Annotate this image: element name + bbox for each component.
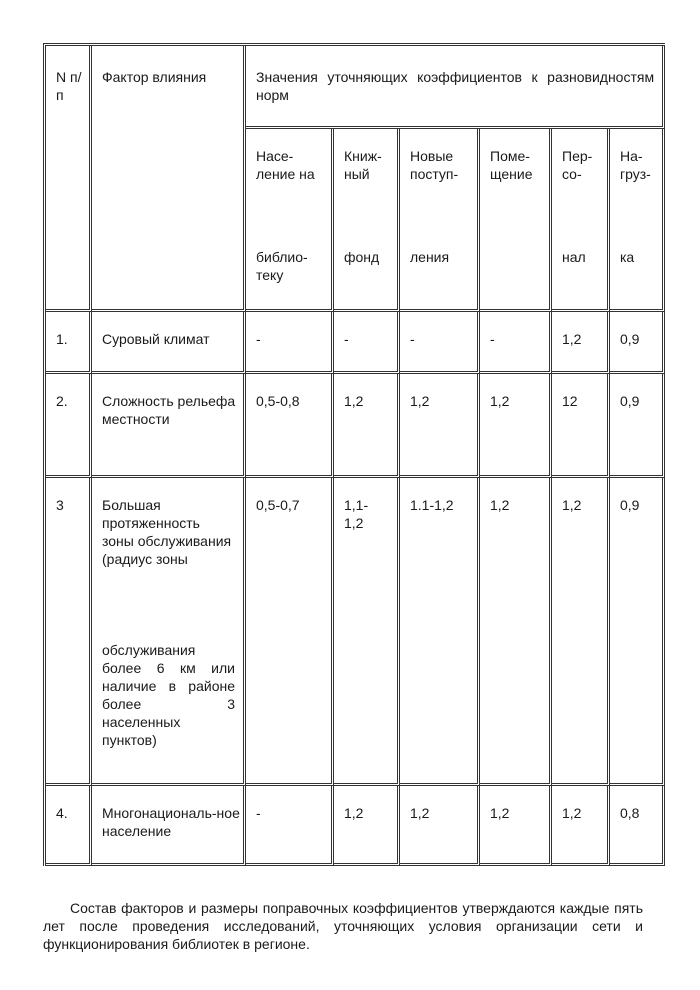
col-header-load-cont: ка [610, 226, 665, 312]
col-header-premises: Поме-щение [480, 129, 552, 226]
col-header-premises-cont [480, 226, 552, 312]
col-header-personnel-cont: нал [552, 226, 610, 312]
row-value: 0,9 [610, 478, 665, 617]
row-value: 0,9 [610, 312, 665, 374]
row-value: - [480, 312, 552, 374]
row-value: 1,2 [552, 478, 610, 617]
footnote-paragraph: Состав факторов и размеры поправочных коэффициентов утверждаются каждые пять лет после проведения исследований, уточняющих условия организации сети и функционирования библиотек в регионе. [43, 900, 643, 952]
table-row [46, 312, 665, 374]
coefficients-table [43, 43, 665, 866]
col-header-new-arrivals: Новые поступ- [400, 129, 480, 226]
col-header-personnel: Пер-со- [552, 129, 610, 226]
row-value-cont [246, 617, 334, 786]
row-value-cont [552, 617, 610, 786]
row-value: 1,2 [334, 786, 400, 866]
row-value: - [246, 786, 334, 866]
row-factor: Суровый климат [92, 312, 246, 374]
row-value: 1,2 [400, 786, 480, 866]
row-value-cont [480, 617, 552, 786]
row-value: 1,2 [480, 374, 552, 478]
row-num: 1. [46, 312, 92, 374]
header-values-title [246, 46, 665, 129]
table-row [46, 374, 665, 478]
table-row [46, 478, 665, 617]
row-value-cont [610, 617, 665, 786]
header-factor-cont [92, 129, 246, 226]
subheader-row-2 [46, 226, 665, 312]
col-header-load: На-груз- [610, 129, 665, 226]
row-num: 2. [46, 374, 92, 478]
row-value: 1,2 [400, 374, 480, 478]
col-header-book-fund: Книж-ный [334, 129, 400, 226]
row-value: 0,5-0,7 [246, 478, 334, 617]
row-factor-cont [92, 617, 246, 786]
row-factor: Многонациональ-ное население [92, 786, 246, 866]
row-value-cont [400, 617, 480, 786]
header-num-cont2 [46, 226, 92, 312]
row-value: 0,9 [610, 374, 665, 478]
header-num-cont [46, 129, 92, 226]
row-factor-cont-text: обслуживания более 6 км или наличие в районе более 3 населенных пунктов) [102, 642, 235, 748]
row-value: - [400, 312, 480, 374]
header-row [46, 46, 665, 129]
col-header-population-cont: библио-теку [246, 226, 334, 312]
row-value: 1.1-1,2 [400, 478, 480, 617]
header-factor-cont2 [92, 226, 246, 312]
row-value: 0,5-0,8 [246, 374, 334, 478]
row-value: 1,2 [334, 374, 400, 478]
col-header-book-fund-cont: фонд [334, 226, 400, 312]
header-factor: Фактор влияния [92, 46, 246, 129]
row-factor: Большая протяженность зоны обслуживания (радиус зоны [92, 478, 246, 617]
row-value: 1,2 [480, 786, 552, 866]
row-value: 1,2 [552, 786, 610, 866]
header-values-title-text: Значения уточняющих коэффициентов к разновидностям норм [256, 69, 655, 103]
subheader-row-1 [46, 129, 665, 226]
row-value: 1,2 [480, 478, 552, 617]
col-header-new-arrivals-cont: ления [400, 226, 480, 312]
row-num: 3 [46, 478, 92, 617]
row-value: 0,8 [610, 786, 665, 866]
table-row-continuation [46, 617, 665, 786]
row-factor: Сложность рельефа местности [92, 374, 246, 478]
row-value: 12 [552, 374, 610, 478]
row-value: 1,1-1,2 [334, 478, 400, 617]
col-header-population: Насе-ление на [246, 129, 334, 226]
header-num: N п/п [46, 46, 92, 129]
row-num: 4. [46, 786, 92, 866]
row-value: - [334, 312, 400, 374]
row-value-cont [334, 617, 400, 786]
row-num-cont [46, 617, 92, 786]
row-value: 1,2 [552, 312, 610, 374]
table-row [46, 786, 665, 866]
row-value: - [246, 312, 334, 374]
